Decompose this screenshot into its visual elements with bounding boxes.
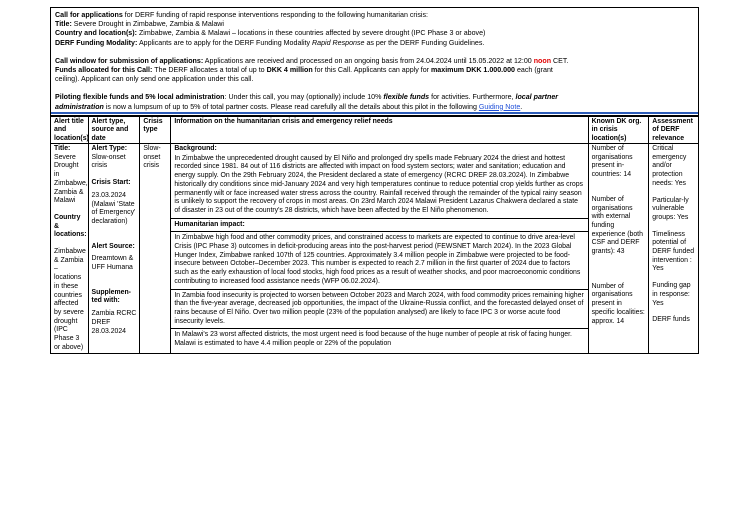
- section-divider: [171, 231, 587, 232]
- pilot-label: Piloting flexible funds and 5% local administration: [55, 93, 225, 102]
- alert-table: [50, 116, 699, 354]
- alert-type-label: Alert Type:: [91, 145, 128, 153]
- spacer-2: [55, 84, 694, 93]
- zambia-impact-text: In Zambia food insecurity is projected to worsen between October 2023 and March 2024, with food commodity prices remaining higher than the five-year average, decreased job opportunities, the impact of the Ukraine-Russia conflict, and the forecasted delayed onset of rains because of El Niño. Over two million people (23% of the population analysed) are likely to face IPC 3 or worse acute food insecurity levels.: [174, 291, 584, 325]
- alert-source-value: Dreamtown & UFF Humana: [91, 255, 134, 272]
- assessment-funding-gap: Funding gap in response: Yes: [652, 282, 691, 307]
- modality-line: [55, 39, 694, 48]
- funds-line: [55, 66, 694, 75]
- alert-type-value: Slow-onset crisis: [91, 153, 126, 170]
- org-count-present: Number of organisations present in-countries: 14: [591, 145, 633, 179]
- zimbabwe-impact-text: In Zimbabwe high food and other commodity prices, and constrained access to markets are expected to continue to drive area-level Crisis (IPC Phase 3) outcomes in deficit-producing areas into the post-harvest period (FEWSNET March 2024). In the 2023 Global Hunger Index, Zimbabwe ranked 107th of 125 countries. Approximately 3.4 million people in Zimbabwe were projected to be food-insecure between October–December 2023. This number is expected to reach 2.7 million in the first quarter of 2024 due to factors such as the early exhaustion of local food stocks, high food prices as a result of weather shocks, and poor macroeconomic conditions contributing to increased food assistance needs (WFP 06.02.2024).: [174, 234, 581, 285]
- window-label: Call window for submission of applications:: [55, 56, 204, 65]
- title-text: Severe Drought in Zimbabwe, Zambia & Malawi: [71, 20, 225, 29]
- spacer: [54, 206, 85, 214]
- impact-heading: Humanitarian impact:: [174, 220, 245, 228]
- funds-amount: DKK 4 million: [266, 66, 313, 75]
- call-label: Call for applications: [55, 11, 123, 19]
- table-header-row: [51, 116, 699, 143]
- header-information: Information on the humanitarian crisis and emergency relief needs: [171, 116, 588, 143]
- assessment-critical: Critical emergency and/or protection needs: Yes: [652, 145, 687, 187]
- spacer: [92, 227, 137, 243]
- header-assessment: Assessment of DERF relevance: [649, 116, 699, 143]
- pilot-end: .: [520, 102, 523, 111]
- spacer: [652, 189, 695, 197]
- crisis-start-label: Crisis Start:: [91, 179, 131, 187]
- header-known-dk-org: Known DK org. in crisis location(s): [588, 116, 649, 143]
- pilot-local: local partner: [515, 93, 559, 102]
- modality-italic: Rapid Response: [312, 38, 365, 47]
- assessment-derf-funds: DERF funds: [652, 316, 690, 324]
- funds-text-a: The DERF allocates a total of up to: [152, 66, 267, 75]
- spacer: [54, 240, 85, 248]
- document-page: [50, 7, 699, 354]
- cell-crisis-type: Slow-onset crisis: [140, 144, 171, 353]
- pilot-admin: administration: [55, 102, 104, 111]
- funds-max: maximum DKK 1.000.000: [431, 66, 515, 75]
- malawi-impact-text: In Malawi's 23 worst affected districts, the most urgent need is food because of the huge number of people at risk of facing hunger. Malawi is estimated to have 4.4 million people or 22% of the population: [174, 331, 572, 348]
- section-divider: [171, 289, 587, 290]
- section-divider: [171, 328, 587, 329]
- spacer: [592, 257, 646, 283]
- call-line: [55, 11, 694, 20]
- pilot-line: [55, 93, 694, 102]
- background-text: In Zimbabwe the unprecedented drought caused by El Niño and prolonged dry spells made February 2024 the driest and hottest recorded since 1981. 84 out of 116 districts are affected with impact on food system sectors; water and sanitation; education and energy supply. On the 29th February 2024, the President declared a state of emergency (RCRC DREF 28.03.2024). In Zimbabwe historically dry conditions since mid-January 2024 and very high temperatures continue to reduce potential crop yields further as crops permanently wilt or face increased water stress across the country. Rainfall received through the remainder of the typical rainy season is unlikely to support the recovery of crops in most areas. On 23rd March 2024 Malawi President Lazarus Chakwera declared a state of disaster in 23 out of the country's 28 districts, which have been affected by the El Niño phenomenon.: [174, 154, 583, 214]
- supplemented-value: Zambia RCRC DREF 28.03.2024: [91, 310, 137, 335]
- supplemented-label: Supplemen-ted with:: [91, 288, 131, 305]
- title-label: Title:: [54, 145, 71, 153]
- spacer: [55, 48, 694, 57]
- cell-assessment: [649, 144, 699, 353]
- assessment-timeliness: Timeliness potential of DERF funded intervention : Yes: [652, 230, 695, 273]
- country-label: Country & locations:: [54, 213, 87, 239]
- cell-information: [171, 144, 588, 353]
- title-label: Title:: [55, 20, 72, 29]
- guiding-note-link[interactable]: Guiding Note: [478, 102, 521, 111]
- funds-text-c: each (grant: [515, 66, 553, 75]
- modality-label: DERF Funding Modality:: [55, 38, 138, 47]
- spacer: [652, 223, 695, 231]
- title-value: Severe Drought in Zimbabwe, Zambia & Malawi: [54, 153, 88, 205]
- header-crisis-type: Crisis type: [140, 116, 171, 143]
- org-count-funding: Number of organisations with external funding experience (both CSF and DERF grants): 43: [591, 195, 643, 256]
- header-alert-title: Alert title and location(s): [51, 116, 89, 143]
- table-row: [51, 144, 699, 353]
- spacer: [652, 308, 695, 316]
- funds-text-b: for this Call. Applicants can apply for: [312, 66, 431, 75]
- section-divider: [171, 218, 587, 219]
- window-line: [55, 57, 694, 66]
- cell-alert-title: [51, 144, 89, 353]
- pilot-text-b: for activities. Furthermore,: [429, 93, 516, 102]
- country-value: Zimbabwe & Zambia – locations in these countries affected by severe drought (IPC Phase 3 or above): [54, 248, 86, 351]
- assessment-vulnerable: Particular-ly vulnerable groups: Yes: [652, 196, 689, 221]
- pilot-text-c: is now a lumpsum of up to 5% of total partner costs. Please read carefully all the details about this pilot in the following: [103, 102, 479, 111]
- pilot-text-a: : Under this call, you may (optionally) include 10%: [224, 93, 384, 102]
- noon-highlight: noon: [533, 56, 552, 65]
- header-alert-type: Alert type, source and date: [88, 116, 140, 143]
- pilot-flexible: flexible funds: [383, 93, 430, 102]
- spacer: [92, 273, 137, 289]
- window-end: CET.: [551, 56, 569, 65]
- funds-label: Funds allocated for this Call:: [55, 66, 153, 75]
- blue-divider: [51, 112, 698, 114]
- cell-alert-type: [88, 144, 140, 353]
- spacer: [592, 180, 646, 196]
- window-text: Applications are received and processed on an ongoing basis from 24.04.2024 until 15.05.2022 at 12:00: [203, 56, 534, 65]
- funds-line-2: ceiling). Applicant can only send one application under this call.: [55, 75, 254, 84]
- call-text: for DERF funding of rapid response interventions responding to the following humanitarian crisis:: [122, 11, 428, 19]
- spacer: [92, 171, 137, 179]
- title-line: [55, 20, 694, 29]
- modality-text-b: as per the DERF Funding Guidelines.: [364, 38, 485, 47]
- background-heading: Background:: [174, 145, 217, 153]
- cell-known-dk-org: [588, 144, 649, 353]
- call-header-box: [50, 7, 699, 116]
- spacer: [652, 274, 695, 282]
- country-label: Country and location(s):: [55, 29, 137, 38]
- pilot-line-2: [55, 103, 694, 112]
- country-line: [55, 29, 694, 38]
- modality-text-a: Applicants are to apply for the DERF Funding Modality: [137, 38, 313, 47]
- alert-source-label: Alert Source:: [91, 242, 135, 250]
- country-text: Zimbabwe, Zambia & Malawi – locations in these countries affected by severe drought (IPC Phase 3 or above): [136, 29, 486, 38]
- org-count-localities: Number of organisations present in specific localities: approx. 14: [591, 282, 645, 325]
- crisis-start-value: 23.03.2024 (Malawi 'State of Emergency' declaration): [91, 191, 136, 225]
